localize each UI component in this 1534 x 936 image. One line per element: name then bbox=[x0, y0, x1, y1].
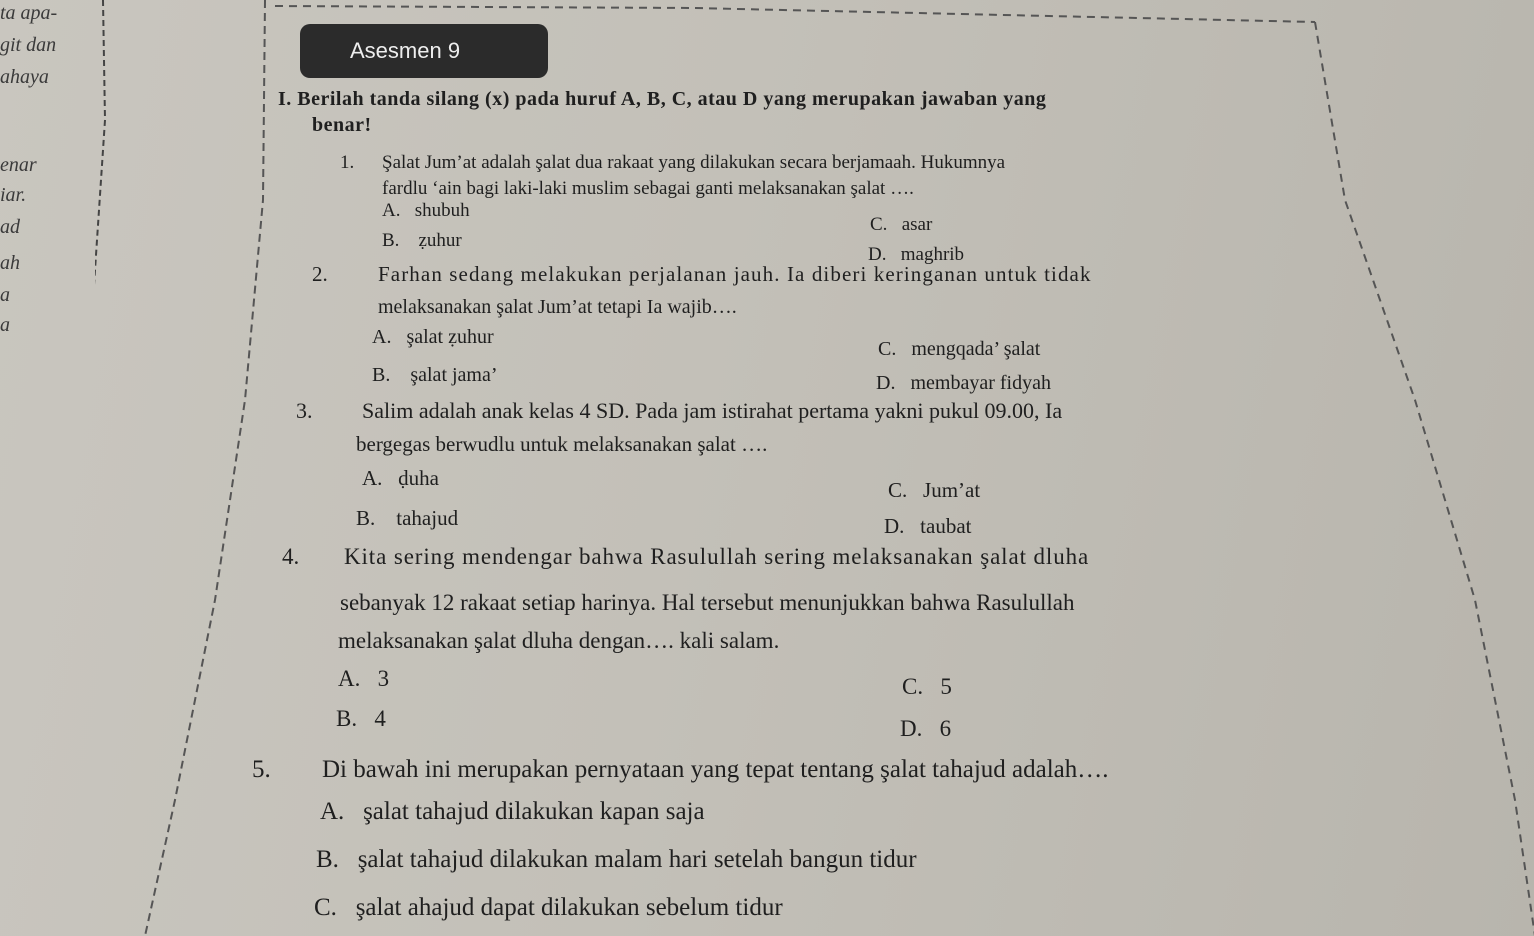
option-text: shubuh bbox=[414, 200, 470, 221]
option-d[interactable]: D. maghrib bbox=[868, 244, 965, 265]
option-text: ḍuha bbox=[398, 466, 439, 490]
option-a[interactable]: A. ḍuha bbox=[362, 466, 439, 490]
option-d[interactable]: D. taubat bbox=[884, 514, 972, 538]
question-text-line: bergegas berwudlu untuk melaksanakan şalat …. bbox=[356, 432, 768, 456]
question-text-line: melaksanakan şalat dluha dengan…. kali salam. bbox=[338, 628, 780, 653]
option-a[interactable]: A. şalat ẓuhur bbox=[372, 326, 494, 348]
option-text: 4 bbox=[374, 706, 386, 731]
left-edge-line: enar bbox=[0, 154, 37, 176]
badge-label: Asesmen 9 bbox=[350, 38, 461, 63]
option-b[interactable]: B. ẓuhur bbox=[382, 230, 462, 251]
option-text: mengqada’ şalat bbox=[911, 338, 1041, 360]
option-a[interactable]: A. 3 bbox=[338, 666, 390, 691]
instruction-heading bbox=[278, 86, 1318, 138]
question-number: 2. bbox=[312, 262, 328, 286]
question-text-line: Kita sering mendengar bahwa Rasulullah sering melaksanakan şalat dluha bbox=[344, 544, 1090, 569]
left-page-edge-text bbox=[0, 0, 110, 936]
option-text: ẓuhur bbox=[418, 230, 462, 251]
option-b[interactable]: B. şalat tahajud dilakukan malam hari setelah bangun tidur bbox=[316, 846, 917, 873]
question-text-line: Di bawah ini merupakan pernyataan yang tepat tentang şalat tahajud adalah…. bbox=[322, 756, 1109, 783]
question-number: 5. bbox=[252, 756, 271, 783]
option-d[interactable]: D. membayar fidyah bbox=[876, 372, 1051, 394]
option-b[interactable]: B. tahajud bbox=[356, 506, 459, 530]
option-a[interactable]: A. şalat tahajud dilakukan kapan saja bbox=[320, 798, 705, 825]
decorative-border bbox=[95, 0, 1534, 936]
question-text-line: melaksanakan şalat Jum’at tetapi Ia wajib…. bbox=[378, 296, 737, 318]
left-edge-line: ah bbox=[0, 252, 20, 274]
option-text: maghrib bbox=[900, 244, 965, 265]
option-text: 5 bbox=[940, 674, 952, 699]
left-edge-line: iar. bbox=[0, 184, 27, 206]
question-text-line: sebanyak 12 rakaat setiap harinya. Hal tersebut menunjukkan bahwa Rasulullah bbox=[340, 590, 1075, 615]
option-text: 3 bbox=[377, 666, 390, 691]
instruction-line: I. Berilah tanda silang (x) pada huruf A, B, C, atau D yang merupakan jawaban yang bbox=[278, 88, 1047, 110]
assessment-badge bbox=[300, 24, 548, 78]
option-text: 6 bbox=[939, 716, 952, 741]
option-d[interactable]: D. 6 bbox=[900, 716, 952, 741]
instruction-line: benar! bbox=[312, 114, 372, 136]
option-text: şalat ahajud dapat dilakukan sebelum tidur bbox=[355, 894, 783, 921]
left-edge-line: ahaya bbox=[0, 66, 49, 88]
option-c[interactable]: C. mengqada’ şalat bbox=[878, 338, 1041, 360]
option-c[interactable]: C. Jum’at bbox=[888, 478, 981, 502]
option-a[interactable]: A. shubuh bbox=[382, 200, 470, 221]
question-text-line: Salim adalah anak kelas 4 SD. Pada jam istirahat pertama yakni pukul 09.00, Ia bbox=[362, 398, 1063, 423]
option-c[interactable]: C. asar bbox=[870, 214, 933, 235]
question-number: 1. bbox=[340, 152, 355, 173]
option-text: Jum’at bbox=[923, 478, 981, 502]
option-b[interactable]: B. şalat jama’ bbox=[372, 364, 498, 386]
question-text-line: fardlu ‘ain bagi laki-laki muslim sebagai ganti melaksanakan şalat …. bbox=[382, 178, 914, 199]
question-number: 3. bbox=[296, 398, 313, 423]
option-text: şalat tahajud dilakukan malam hari setelah bangun tidur bbox=[357, 846, 917, 873]
question-text-line: Farhan sedang melakukan perjalanan jauh. Ia diberi keringanan untuk tidak bbox=[378, 262, 1092, 286]
question-number: 4. bbox=[282, 544, 300, 569]
left-edge-line: a bbox=[0, 284, 10, 306]
option-text: şalat ẓuhur bbox=[406, 326, 494, 348]
option-text: şalat jama’ bbox=[410, 364, 498, 386]
option-text: asar bbox=[901, 214, 933, 235]
option-text: tahajud bbox=[396, 506, 459, 530]
option-text: taubat bbox=[920, 514, 972, 538]
option-c[interactable]: C. 5 bbox=[902, 674, 952, 699]
question-text-line: Şalat Jum’at adalah şalat dua rakaat yang dilakukan secara berjamaah. Hukumnya bbox=[382, 152, 1006, 173]
left-edge-line: a bbox=[0, 314, 10, 336]
left-edge-line: ta apa- bbox=[0, 2, 58, 24]
option-c[interactable]: C. şalat ahajud dapat dilakukan sebelum tidur bbox=[314, 894, 783, 921]
left-edge-line: git dan bbox=[0, 34, 57, 56]
option-b[interactable]: B. 4 bbox=[336, 706, 386, 731]
option-text: membayar fidyah bbox=[910, 372, 1051, 394]
option-text: şalat tahajud dilakukan kapan saja bbox=[363, 798, 705, 825]
left-edge-line: ad bbox=[0, 216, 20, 238]
